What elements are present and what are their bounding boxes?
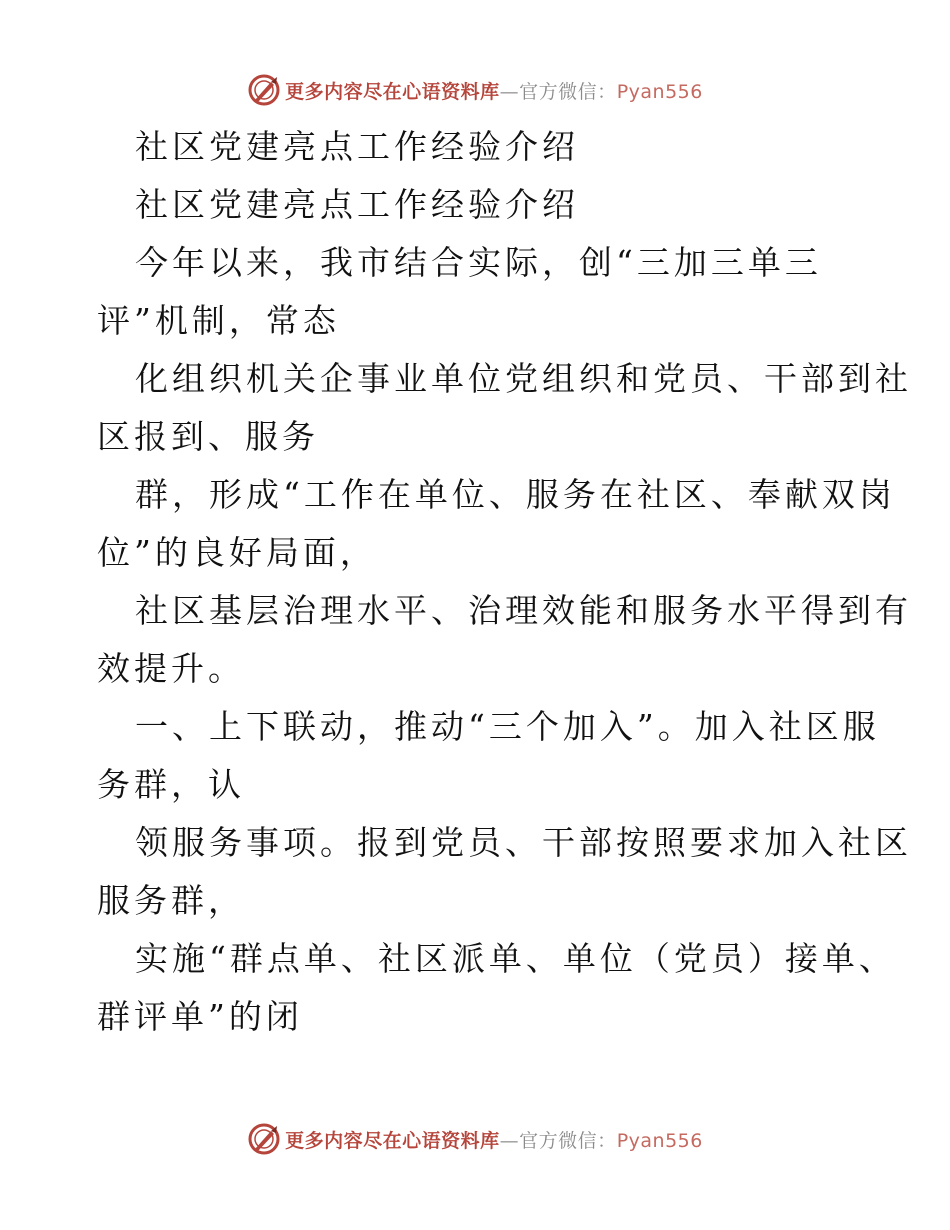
watermark-sub-text: 官方微信： <box>519 80 617 103</box>
watermark-account: Pyan556 <box>616 1129 703 1152</box>
paragraph-line: 位”的良好局面， <box>97 533 377 572</box>
document-subtitle: 社区党建亮点工作经验介绍 <box>135 185 579 224</box>
paragraph-line: 群，形成“工作在单位、服务在社区、奉献双岗 <box>135 475 896 514</box>
paragraph-line: 群评单”的闭 <box>97 997 303 1036</box>
paragraph-line: 效提升。 <box>97 649 245 688</box>
watermark-separator: — <box>499 1129 520 1152</box>
watermark-account: Pyan556 <box>616 80 703 103</box>
watermark-separator: — <box>499 80 520 103</box>
quill-pen-logo-icon <box>247 1122 281 1156</box>
document-title: 社区党建亮点工作经验介绍 <box>135 127 579 166</box>
paragraph-line: 评”机制，常态 <box>97 301 340 340</box>
paragraph-line: 领服务事项。报到党员、干部按照要求加入社区 <box>135 823 912 862</box>
paragraph-line: 服务群， <box>97 881 245 920</box>
quill-pen-logo-icon <box>247 73 281 107</box>
paragraph-line: 化组织机关企事业单位党组织和党员、干部到社 <box>135 359 912 398</box>
watermark-main-text: 更多内容尽在心语资料库 <box>285 80 500 103</box>
footer-watermark <box>0 1119 950 1159</box>
paragraph-line: 实施“群点单、社区派单、单位（党员）接单、 <box>135 939 896 978</box>
header-watermark <box>0 70 950 110</box>
watermark-main-text: 更多内容尽在心语资料库 <box>285 1129 500 1152</box>
document-body <box>97 118 912 1046</box>
section-heading-line: 一、上下联动，推动“三个加入”。加入社区服 <box>135 707 880 746</box>
paragraph-line: 社区基层治理水平、治理效能和服务水平得到有 <box>135 591 912 630</box>
paragraph-line: 今年以来，我市结合实际，创“三加三单三 <box>135 243 822 282</box>
paragraph-line: 区报到、服务 <box>97 417 319 456</box>
paragraph-line: 务群，认 <box>97 765 245 804</box>
watermark-sub-text: 官方微信： <box>519 1129 617 1152</box>
